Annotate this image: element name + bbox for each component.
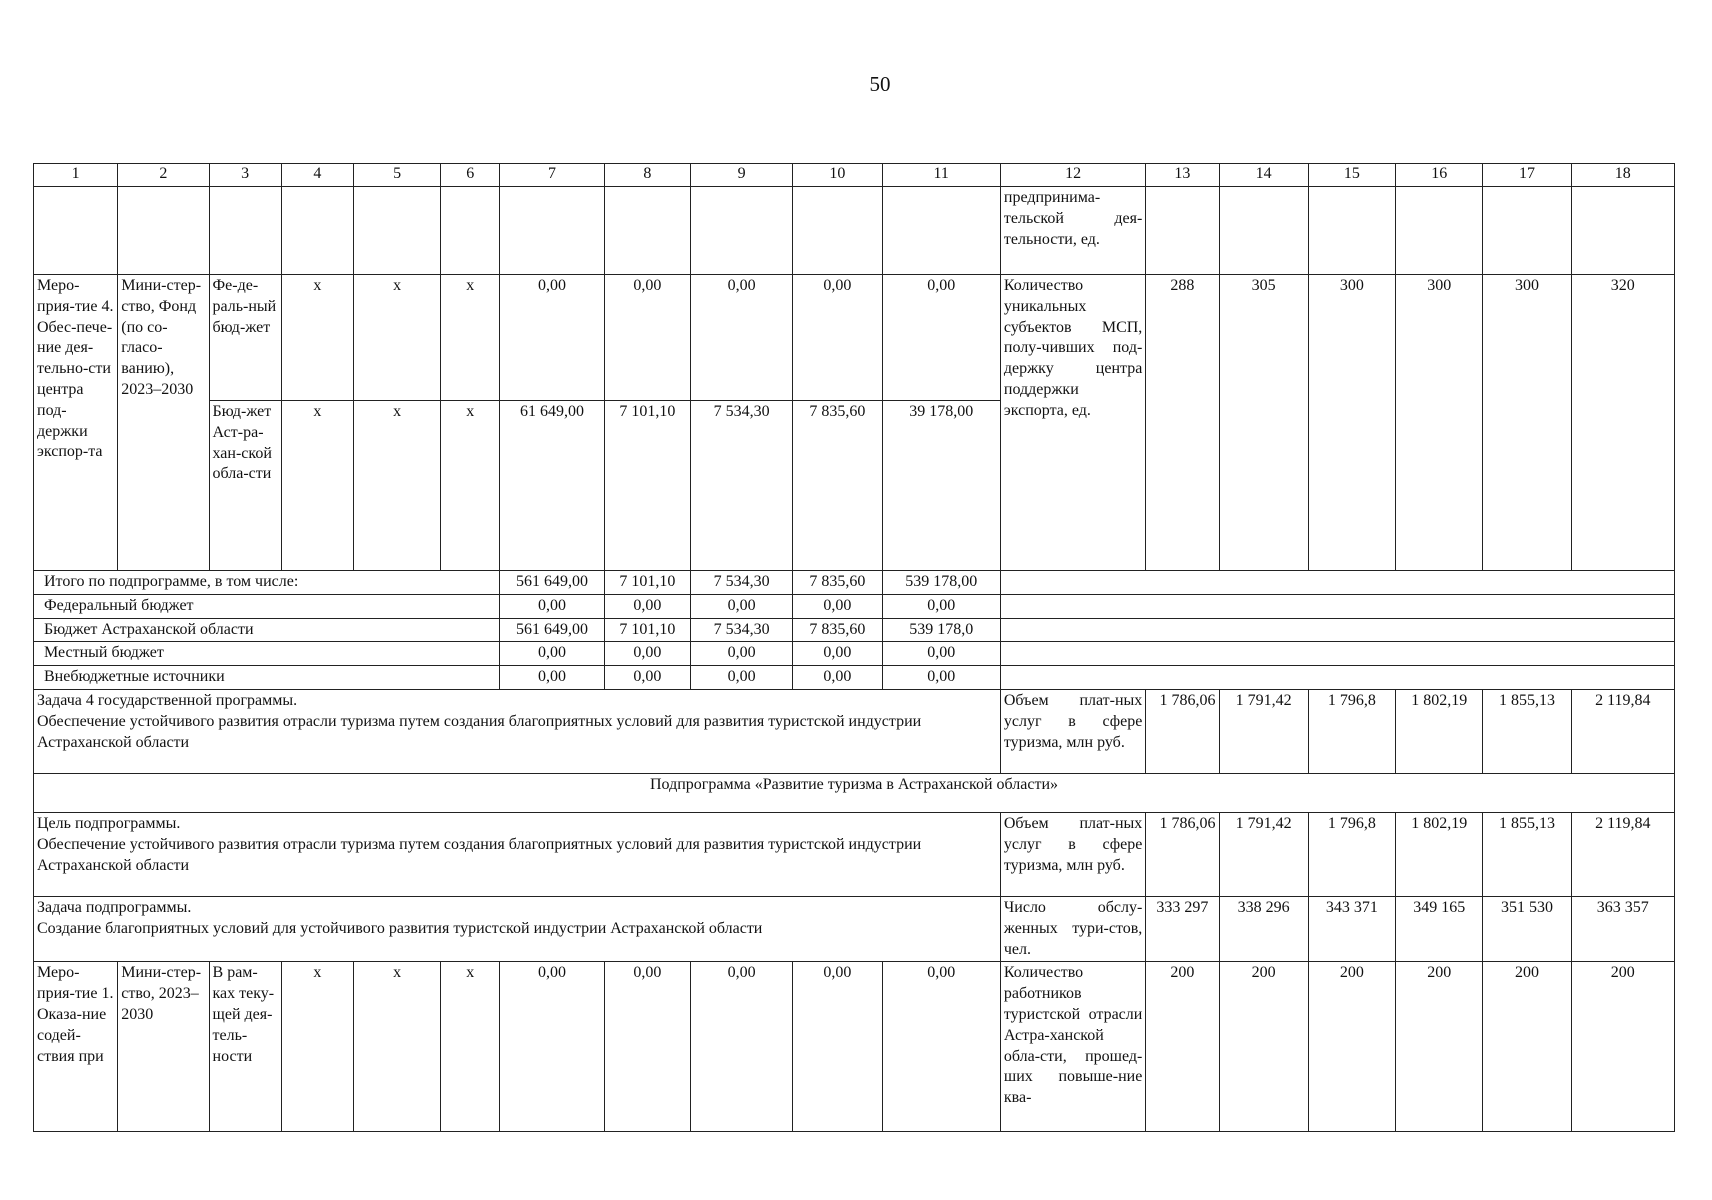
- total-label: Внебюджетные источники: [34, 666, 500, 690]
- amount-cell: 0,00: [604, 275, 690, 401]
- goal-text: Обеспечение устойчивого развития отрасли туризма путем создания благоприятных условий для развития туристской индустрии Астраханской области: [37, 835, 922, 874]
- amount-cell: 0,00: [793, 594, 882, 618]
- col-num: 15: [1308, 164, 1395, 187]
- measure-1-row: [34, 962, 1675, 1132]
- x-mark: х: [281, 401, 353, 571]
- program-table: [33, 163, 1675, 1132]
- indicator-value: 343 371: [1308, 896, 1395, 961]
- goal-description: [34, 812, 1001, 896]
- amount-cell: 0,00: [690, 962, 792, 1132]
- col-num: 1: [34, 164, 118, 187]
- total-row: [34, 594, 1675, 618]
- indicator-value: 200: [1308, 962, 1395, 1132]
- amount-cell: 0,00: [882, 594, 1000, 618]
- indicator-value: 2 119,84: [1571, 689, 1674, 773]
- amount-cell: 0,00: [793, 642, 882, 666]
- subtask-heading: Задача подпрограммы.: [37, 898, 192, 916]
- amount-cell: 0,00: [500, 594, 604, 618]
- total-label: Итого по подпрограмме, в том числе:: [34, 571, 500, 595]
- amount-cell: 0,00: [690, 642, 792, 666]
- indicator-value: 1 791,42: [1219, 812, 1308, 896]
- measure-name: Меро-прия-тие 1. Оказа-ние содей-ствия при: [34, 962, 118, 1132]
- page-number: 50: [869, 72, 891, 96]
- executor: Мини-стер-ство, Фонд (по со-гласо-ванию), 2023–2030: [118, 275, 209, 571]
- col-num: 4: [281, 164, 353, 187]
- indicator-cell: Объем плат-ных услуг в сфере туризма, млн руб.: [1000, 689, 1145, 773]
- measure-4-federal-row: [34, 275, 1675, 401]
- goal-heading: Цель подпрограммы.: [37, 814, 181, 832]
- continuation-row: [34, 187, 1675, 275]
- funding-source: Фе-де-раль-ный бюд-жет: [209, 275, 281, 401]
- indicator-value: 200: [1396, 962, 1483, 1132]
- task-4-description: [34, 689, 1001, 773]
- col-num: 6: [441, 164, 500, 187]
- col-num: 3: [209, 164, 281, 187]
- x-mark: х: [441, 401, 500, 571]
- indicator-value: 300: [1308, 275, 1395, 571]
- amount-cell: 7 835,60: [793, 571, 882, 595]
- amount-cell: 7 835,60: [793, 618, 882, 642]
- indicator-value: 200: [1219, 962, 1308, 1132]
- total-row: [34, 571, 1675, 595]
- amount-cell: 0,00: [500, 275, 604, 401]
- amount-cell: 0,00: [690, 666, 792, 690]
- amount-cell: 0,00: [604, 642, 690, 666]
- amount-cell: 561 649,00: [500, 618, 604, 642]
- indicator-value: 300: [1483, 275, 1571, 571]
- amount-cell: 0,00: [604, 962, 690, 1132]
- amount-cell: 7 534,30: [690, 571, 792, 595]
- amount-cell: 0,00: [500, 666, 604, 690]
- funding-source: В рам-ках теку-щей дея-тель-ности: [209, 962, 281, 1132]
- task-4-row: [34, 689, 1675, 773]
- col-num: 7: [500, 164, 604, 187]
- col-num: 9: [690, 164, 792, 187]
- amount-cell: 39 178,00: [882, 401, 1000, 571]
- amount-cell: 61 649,00: [500, 401, 604, 571]
- amount-cell: 0,00: [793, 666, 882, 690]
- task-4-text: Обеспечение устойчивого развития отрасли туризма путем создания благоприятных условий для развития туристской индустрии Астраханской области: [37, 712, 922, 751]
- amount-cell: 7 101,10: [604, 618, 690, 642]
- col-num: 16: [1396, 164, 1483, 187]
- amount-cell: 0,00: [500, 642, 604, 666]
- indicator-value: 1 796,8: [1308, 689, 1395, 773]
- amount-cell: 0,00: [604, 594, 690, 618]
- amount-cell: 7 101,10: [604, 401, 690, 571]
- funding-source: Бюд-жет Аст-ра-хан-ской обла-сти: [209, 401, 281, 571]
- indicator-value: 2 119,84: [1571, 812, 1674, 896]
- indicator-value: 338 296: [1219, 896, 1308, 961]
- amount-cell: 539 178,0: [882, 618, 1000, 642]
- amount-cell: 0,00: [882, 962, 1000, 1132]
- col-num: 10: [793, 164, 882, 187]
- amount-cell: 0,00: [690, 275, 792, 401]
- indicator-value: 1 786,06: [1146, 812, 1219, 896]
- x-mark: х: [441, 962, 500, 1132]
- indicator-value: 351 530: [1483, 896, 1571, 961]
- indicator-value: 200: [1483, 962, 1571, 1132]
- amount-cell: 0,00: [882, 642, 1000, 666]
- x-mark: х: [281, 275, 353, 401]
- indicator-value: 305: [1219, 275, 1308, 571]
- col-num: 17: [1483, 164, 1571, 187]
- amount-cell: 0,00: [793, 275, 882, 401]
- indicator-cell: Объем плат-ных услуг в сфере туризма, млн руб.: [1000, 812, 1145, 896]
- subtask-row: [34, 896, 1675, 961]
- total-label: Местный бюджет: [34, 642, 500, 666]
- amount-cell: 0,00: [882, 275, 1000, 401]
- subprogram-title-row: [34, 773, 1675, 812]
- total-label: Федеральный бюджет: [34, 594, 500, 618]
- col-num: 2: [118, 164, 209, 187]
- indicator-value: 288: [1146, 275, 1219, 571]
- indicator-value: 333 297: [1146, 896, 1219, 961]
- total-row: [34, 642, 1675, 666]
- x-mark: х: [353, 962, 440, 1132]
- amount-cell: 0,00: [604, 666, 690, 690]
- indicator-cell: Количество уникальных субъектов МСП, полу-чивших под-держку центра поддержки экспорта, ед.: [1000, 275, 1145, 571]
- amount-cell: 7 534,30: [690, 618, 792, 642]
- amount-cell: 0,00: [793, 962, 882, 1132]
- total-row: [34, 666, 1675, 690]
- indicator-value: 1 855,13: [1483, 689, 1571, 773]
- column-number-row: [34, 164, 1675, 187]
- subprogram-title: Подпрограмма «Развитие туризма в Астраханской области»: [34, 773, 1675, 812]
- col-num: 8: [604, 164, 690, 187]
- amount-cell: 0,00: [690, 594, 792, 618]
- x-mark: х: [353, 275, 440, 401]
- indicator-cell: Количество работников туристской отрасли Астра-ханской обла-сти, прошед-ших повыше-ние ква-: [1000, 962, 1145, 1132]
- indicator-value: 1 802,19: [1396, 812, 1483, 896]
- total-row: [34, 618, 1675, 642]
- indicator-value: 1 796,8: [1308, 812, 1395, 896]
- amount-cell: 539 178,00: [882, 571, 1000, 595]
- amount-cell: 7 101,10: [604, 571, 690, 595]
- indicator-value: 1 855,13: [1483, 812, 1571, 896]
- x-mark: х: [281, 962, 353, 1132]
- indicator-value: 300: [1396, 275, 1483, 571]
- indicator-value: 320: [1571, 275, 1674, 571]
- indicator-value: 1 802,19: [1396, 689, 1483, 773]
- x-mark: х: [441, 275, 500, 401]
- indicator-cell: предпринима-тельской дея-тельности, ед.: [1000, 187, 1145, 275]
- indicator-value: 363 357: [1571, 896, 1674, 961]
- indicator-value: 200: [1146, 962, 1219, 1132]
- amount-cell: 7 835,60: [793, 401, 882, 571]
- col-num: 5: [353, 164, 440, 187]
- amount-cell: 0,00: [882, 666, 1000, 690]
- col-num: 14: [1219, 164, 1308, 187]
- task-4-heading: Задача 4 государственной программы.: [37, 691, 298, 709]
- subtask-text: Создание благоприятных условий для устойчивого развития туристской индустрии Астраханской области: [37, 919, 763, 937]
- total-label: Бюджет Астраханской области: [34, 618, 500, 642]
- col-num: 12: [1000, 164, 1145, 187]
- x-mark: х: [353, 401, 440, 571]
- executor: Мини-стер-ство, 2023–2030: [118, 962, 209, 1132]
- indicator-cell: Число обслу-женных тури-стов, чел.: [1000, 896, 1145, 961]
- indicator-value: 200: [1571, 962, 1674, 1132]
- indicator-value: 1 791,42: [1219, 689, 1308, 773]
- measure-name: Меро-прия-тие 4. Обес-пече-ние дея-тельно-сти центра под-держки экспор-та: [34, 275, 118, 571]
- col-num: 11: [882, 164, 1000, 187]
- amount-cell: 7 534,30: [690, 401, 792, 571]
- indicator-value: 349 165: [1396, 896, 1483, 961]
- subtask-description: [34, 896, 1001, 961]
- amount-cell: 0,00: [500, 962, 604, 1132]
- amount-cell: 561 649,00: [500, 571, 604, 595]
- col-num: 18: [1571, 164, 1674, 187]
- col-num: 13: [1146, 164, 1219, 187]
- indicator-value: 1 786,06: [1146, 689, 1219, 773]
- goal-row: [34, 812, 1675, 896]
